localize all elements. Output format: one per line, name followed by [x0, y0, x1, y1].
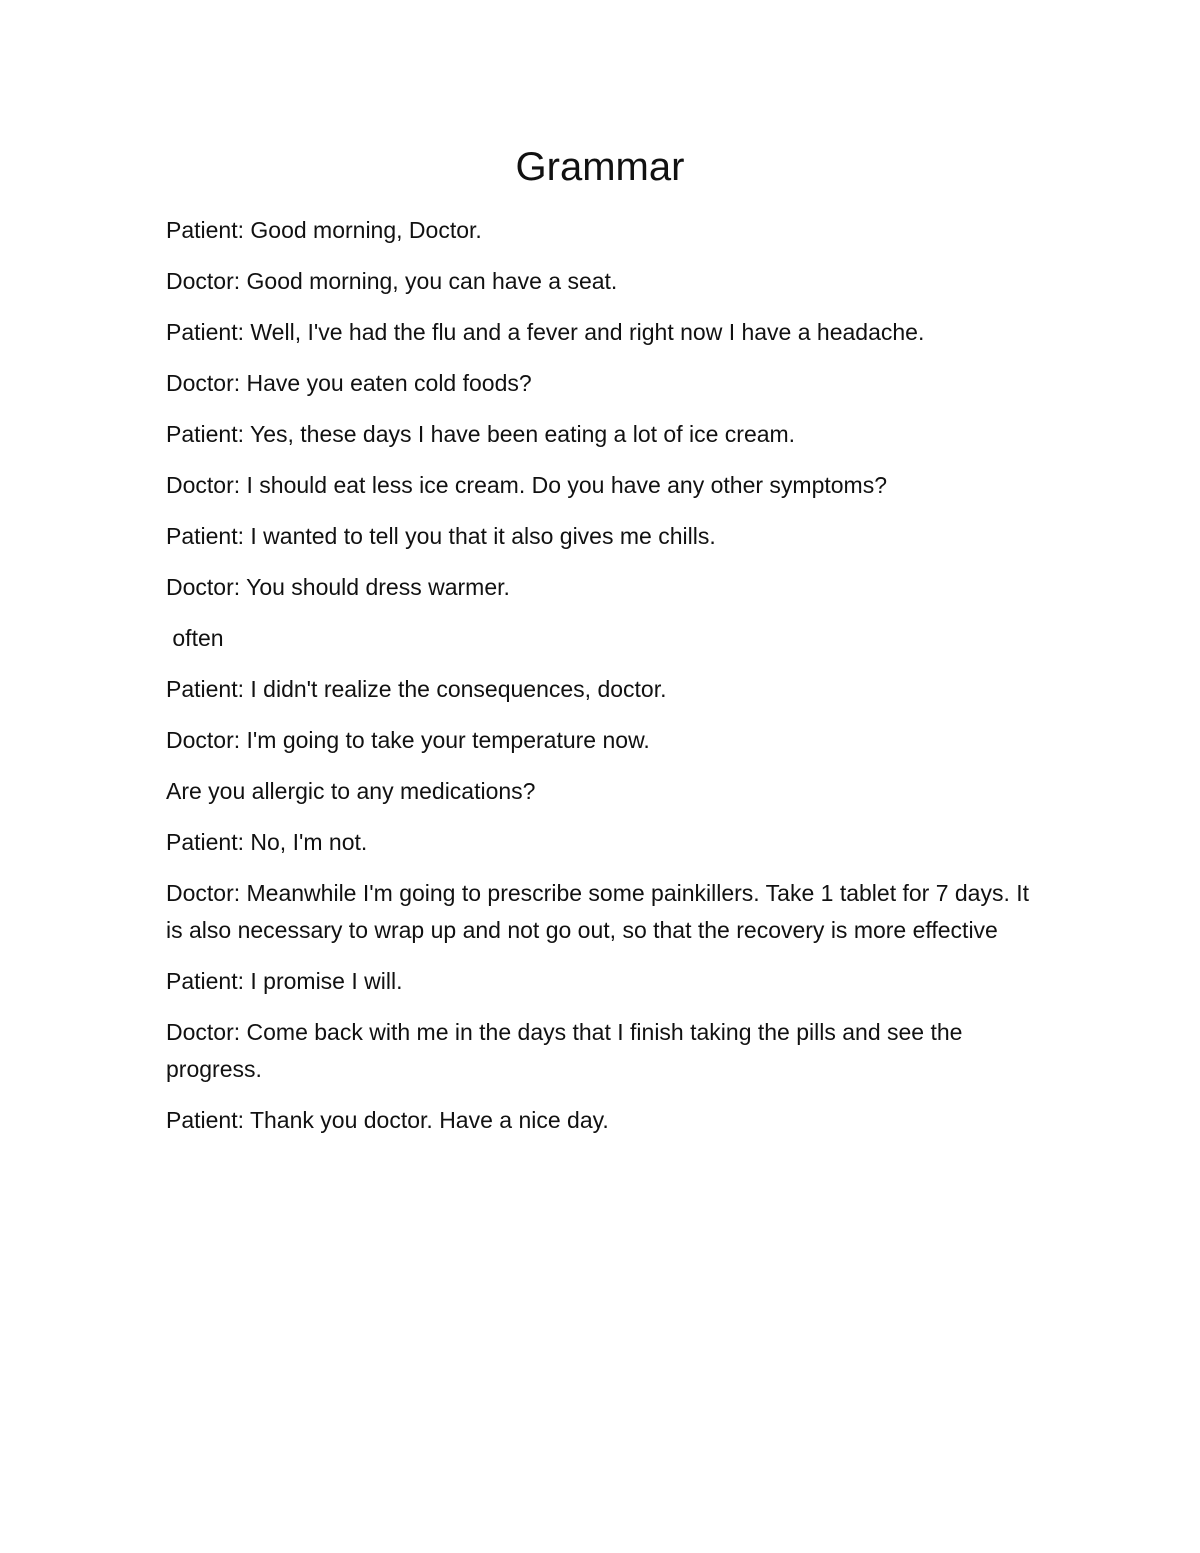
dialogue-line: Patient: I promise I will.	[166, 968, 403, 994]
dialogue-line: Doctor: Come back with me in the days that I finish taking the pills and see the progress.	[166, 1019, 969, 1082]
dialogue-line: Doctor: You should dress warmer.	[166, 574, 510, 600]
dialogue-line: Patient: Well, I've had the flu and a fever and right now I have a headache.	[166, 319, 925, 345]
stray-word-line: often	[166, 625, 224, 651]
document-body	[166, 212, 1034, 1153]
dialogue-line: Doctor: I'm going to take your temperature now.	[166, 727, 650, 753]
dialogue-line: Patient: No, I'm not.	[166, 829, 368, 855]
dialogue-line: Patient: I didn't realize the consequences, doctor.	[166, 676, 667, 702]
dialogue-line: Doctor: Good morning, you can have a seat.	[166, 268, 618, 294]
document-title: Grammar	[515, 145, 685, 189]
dialogue-line: Doctor: Meanwhile I'm going to prescribe some painkillers. Take 1 tablet for 7 days. It is also necessary to wrap up and not go out, so that the recovery is more effective	[166, 880, 1036, 943]
dialogue-line: Are you allergic to any medications?	[166, 778, 536, 804]
dialogue-line: Patient: Thank you doctor. Have a nice day.	[166, 1107, 609, 1133]
dialogue-line: Patient: I wanted to tell you that it also gives me chills.	[166, 523, 716, 549]
dialogue-line: Doctor: Have you eaten cold foods?	[166, 370, 532, 396]
dialogue-line: Patient: Yes, these days I have been eating a lot of ice cream.	[166, 421, 796, 447]
dialogue-line: Doctor: I should eat less ice cream. Do you have any other symptoms?	[166, 472, 887, 498]
dialogue-line: Patient: Good morning, Doctor.	[166, 217, 482, 243]
